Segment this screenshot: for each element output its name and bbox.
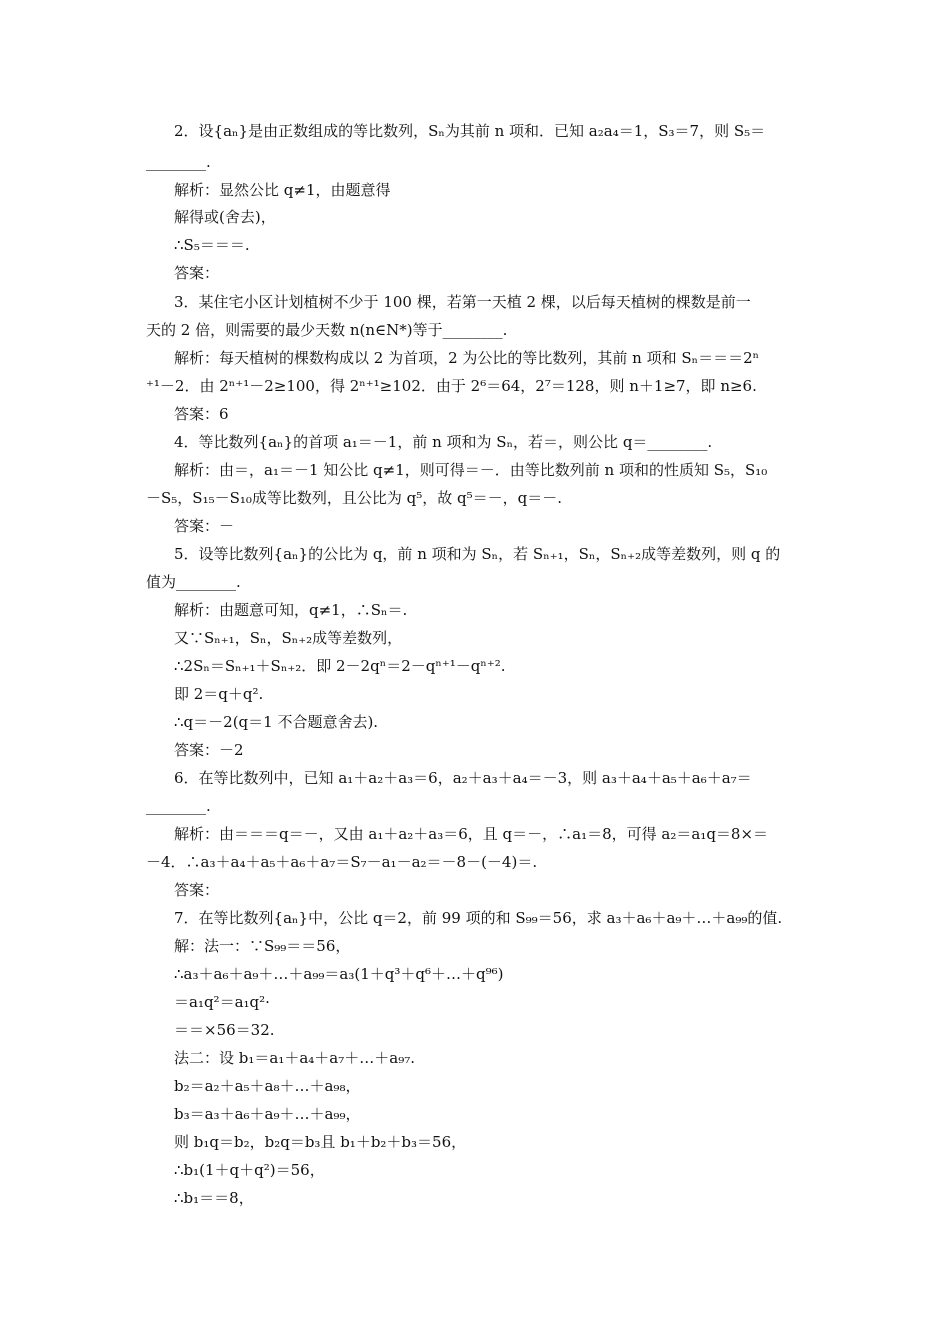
q7-solution-8: 则 b₁q＝b₂，b₂q＝b₃且 b₁＋b₂＋b₃＝56， (174, 1133, 467, 1151)
q7-solution-10: ∴b₁＝＝8， (174, 1189, 254, 1207)
q7-solution-5: 法二：设 b₁＝a₁＋a₄＋a₇＋…＋a₉₇. (174, 1049, 415, 1067)
q6-answer: 答案： (174, 881, 220, 899)
q7-solution-1: 解：法一：∵S₉₉＝＝56， (174, 937, 351, 955)
q5-solution-1: 解析：由题意可知，q≠1，∴Sₙ＝. (174, 601, 408, 619)
q2-answer: 答案： (174, 264, 220, 282)
q5-line1: 5．设等比数列{aₙ}的公比为 q，前 n 项和为 Sₙ，若 Sₙ₊₁，Sₙ，Sₙ₊₂成等差数列，则 q 的 (174, 545, 781, 563)
q5-answer: 答案：－2 (174, 741, 244, 759)
q5-solution-2: 又∵Sₙ₊₁，Sₙ，Sₙ₊₂成等差数列， (174, 629, 403, 647)
q2-line2: ________. (146, 153, 211, 171)
q5-line2: 值为________. (146, 573, 241, 591)
q2-line1: 2．设{aₙ}是由正数组成的等比数列，Sₙ为其前 n 项和．已知 a₂a₄＝1，S₃＝7，则 S₅＝ (174, 122, 766, 140)
q7-solution-3: ＝a₁q²＝a₁q²· (174, 993, 270, 1011)
q7-solution-2: ∴a₃＋a₆＋a₉＋…＋a₉₉＝a₃(1＋q³＋q⁶＋…＋q⁹⁶) (174, 965, 504, 983)
q4-line1: 4．等比数列{aₙ}的首项 a₁＝－1，前 n 项和为 Sₙ，若＝，则公比 q＝________. (174, 433, 713, 451)
q5-solution-5: ∴q＝－2(q＝1 不合题意舍去). (174, 713, 379, 731)
q3-answer: 答案：6 (174, 405, 229, 423)
q7-solution-6: b₂＝a₂＋a₅＋a₈＋…＋a₉₈， (174, 1077, 361, 1095)
q6-line2: ________. (146, 797, 211, 815)
q2-solution-3: ∴S₅＝＝＝. (174, 236, 250, 254)
q3-solution-1: 解析：每天植树的棵数构成以 2 为首项，2 为公比的等比数列，其前 n 项和 Sₙ＝＝＝2ⁿ (174, 349, 760, 367)
q4-solution-2: －S₅，S₁₅－S₁₀成等比数列，且公比为 q⁵，故 q⁵＝－，q＝－. (146, 489, 563, 507)
q3-solution-2: ⁺¹－2．由 2ⁿ⁺¹－2≥100，得 2ⁿ⁺¹≥102．由于 2⁶＝64，2⁷＝128，则 n＋1≥7，即 n≥6. (146, 377, 757, 395)
q5-solution-3: ∴2Sₙ＝Sₙ₊₁＋Sₙ₊₂．即 2－2qⁿ＝2－qⁿ⁺¹－qⁿ⁺². (174, 657, 506, 675)
q3-line2: 天的 2 倍，则需要的最少天数 n(n∈N*)等于________. (146, 321, 508, 339)
q4-solution-1: 解析：由＝，a₁＝－1 知公比 q≠1，则可得＝－．由等比数列前 n 项和的性质知 S₅，S₁₀ (174, 461, 768, 479)
q7-solution-4: ＝＝×56＝32. (174, 1021, 275, 1039)
q7-line1: 7．在等比数列{aₙ}中，公比 q＝2，前 99 项的和 S₉₉＝56，求 a₃＋a₆＋a₉＋…＋a₉₉的值. (174, 909, 783, 927)
q6-solution-1: 解析：由＝＝＝q＝－，又由 a₁＋a₂＋a₃＝6，且 q＝－，∴a₁＝8，可得 a₂＝a₁q＝8×＝ (174, 825, 769, 843)
q4-answer: 答案：－ (174, 517, 235, 535)
q2-solution-1: 解析：显然公比 q≠1，由题意得 (174, 181, 391, 199)
q2-solution-2: 解得或(舍去)， (174, 208, 276, 226)
q6-solution-2: －4．∴a₃＋a₄＋a₅＋a₆＋a₇＝S₇－a₁－a₂＝－8－(－4)＝. (146, 853, 538, 871)
q3-line1: 3．某住宅小区计划植树不少于 100 棵，若第一天植 2 棵，以后每天植树的棵数是前一 (174, 293, 751, 311)
q5-solution-4: 即 2＝q＋q². (174, 685, 264, 703)
q6-line1: 6．在等比数列中，已知 a₁＋a₂＋a₃＝6，a₂＋a₃＋a₄＝－3，则 a₃＋a₄＋a₅＋a₆＋a₇＝ (174, 769, 752, 787)
q7-solution-9: ∴b₁(1＋q＋q²)＝56， (174, 1161, 325, 1179)
q7-solution-7: b₃＝a₃＋a₆＋a₉＋…＋a₉₉， (174, 1105, 361, 1123)
